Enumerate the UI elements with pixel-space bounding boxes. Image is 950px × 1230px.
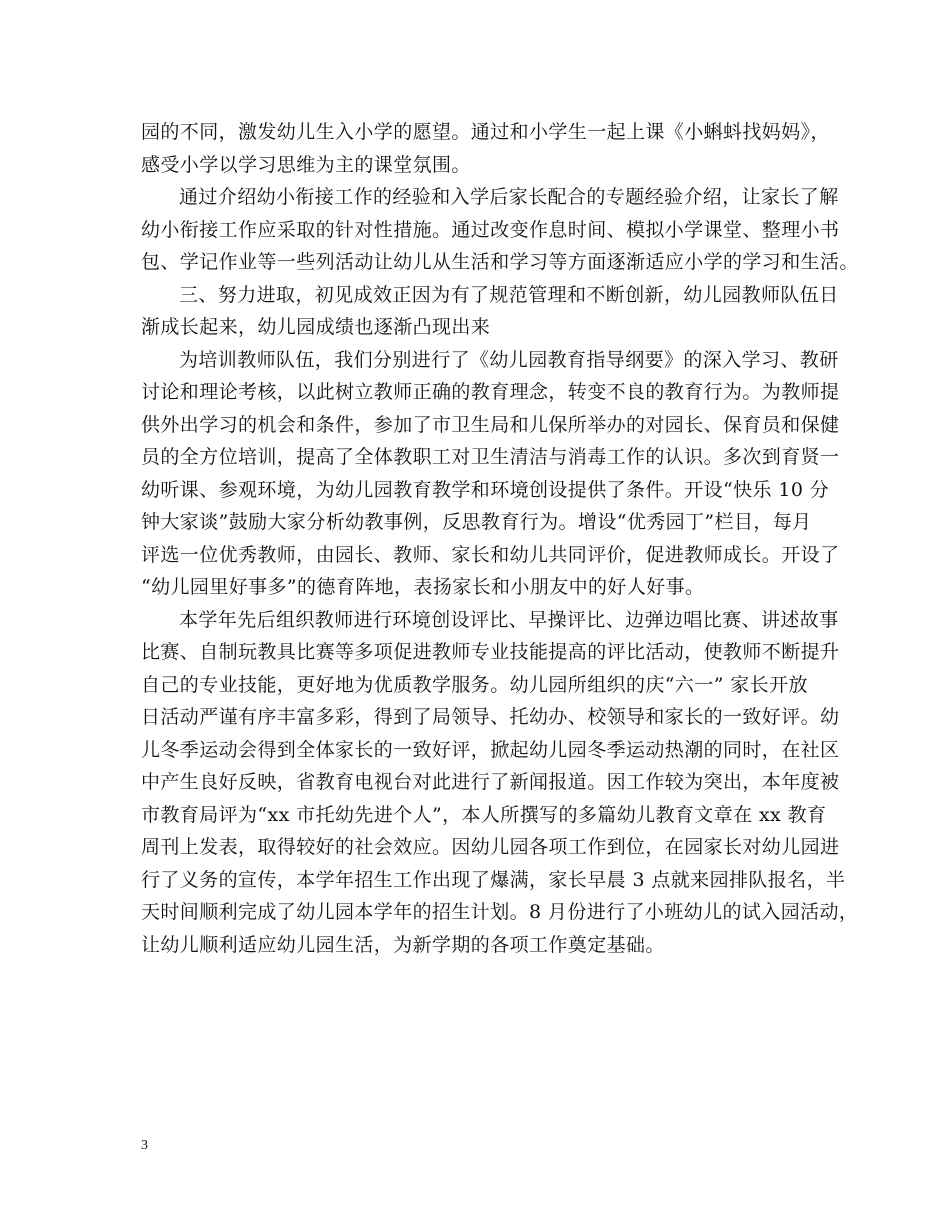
text-line: 日活动严谨有序丰富多彩，得到了局领导、托幼办、校领导和家长的一致好评。幼 — [141, 706, 840, 728]
body-text — [141, 116, 859, 961]
text-line: 周刊上发表，取得较好的社会效应。因幼儿园各项工作到位，在园家长对幼儿园进 — [141, 836, 840, 858]
text-line: 儿冬季运动会得到全体家长的一致好评，掀起幼儿园冬季运动热潮的同时，在社区 — [141, 738, 840, 761]
text-line: 渐成长起来，幼儿园成绩也逐渐凸现出来 — [141, 316, 491, 338]
text-line: 包、学记作业等一些列活动让幼儿从生活和学习等方面逐渐适应小学的学习和生活。 — [141, 251, 859, 273]
text-line: 供外出学习的机会和条件，参加了市卫生局和儿保所举办的对园长、保育员和保健 — [141, 413, 840, 436]
text-line: 讨论和理论考核，以此树立教师正确的教育理念，转变不良的教育行为。为教师提 — [141, 381, 840, 403]
text-line: 评选一位优秀教师，由园长、教师、家长和幼儿共同评价，促进教师成长。开设了 — [141, 543, 840, 566]
text-line: 幼小衔接工作应采取的针对性措施。通过改变作息时间、模拟小学课堂、整理小书 — [141, 218, 840, 241]
text-line: 通过介绍幼小衔接工作的经验和入学后家长配合的专题经验介绍，让家长了解 — [179, 186, 839, 208]
text-line: 三、努力进取，初见成效正因为有了规范管理和不断创新，幼儿园教师队伍日 — [179, 283, 839, 306]
text-line: “幼儿园里好事多”的德育阵地，表扬家长和小朋友中的好人好事。 — [141, 576, 705, 598]
text-line: 为培训教师队伍，我们分别进行了《幼儿园教育指导纲要》的深入学习、教研 — [179, 348, 839, 371]
text-line: 园的不同，激发幼儿生入小学的愿望。通过和小学生一起上课《小蝌蚪找妈妈》， — [141, 121, 830, 143]
text-line: 幼听课、参观环境，为幼儿园教育教学和环境创设提供了条件。开设“快乐 10 分 — [141, 478, 830, 501]
text-line: 让幼儿顺利适应幼儿园生活，为新学期的各项工作奠定基础。 — [141, 933, 665, 956]
page-number: 3 — [141, 1138, 148, 1153]
text-line: 自己的专业技能，更好地为优质教学服务。幼儿园所组织的庆“六一” 家长开放 — [141, 673, 808, 696]
text-line: 钟大家谈”鼓励大家分析幼教事例，反思教育行为。增设“优秀园丁”栏目，每月 — [141, 511, 812, 533]
text-line: 感受小学以学习思维为主的课堂氛围。 — [141, 153, 471, 176]
text-line: 天时间顺利完成了幼儿园本学年的招生计划。8 月份进行了小班幼儿的试入园活动， — [141, 901, 859, 923]
text-line: 员的全方位培训，提高了全体教职工对卫生清洁与消毒工作的认识。多次到育贤一 — [141, 446, 840, 468]
text-line: 行了义务的宣传，本学年招生工作出现了爆满，家长早晨 3 点就来园排队报名，半 — [141, 868, 846, 891]
text-line: 中产生良好反映，省教育电视台对此进行了新闻报道。因工作较为突出，本年度被 — [141, 771, 840, 793]
text-line: 市教育局评为“xx 市托幼先进个人”，本人所撰写的多篇幼儿教育文章在 xx 教育 — [141, 803, 827, 826]
text-line: 本学年先后组织教师进行环境创设评比、早操评比、边弹边唱比赛、讲述故事 — [179, 608, 839, 631]
text-line: 比赛、自制玩教具比赛等多项促进教师专业技能提高的评比活动，使教师不断提升 — [141, 641, 840, 663]
